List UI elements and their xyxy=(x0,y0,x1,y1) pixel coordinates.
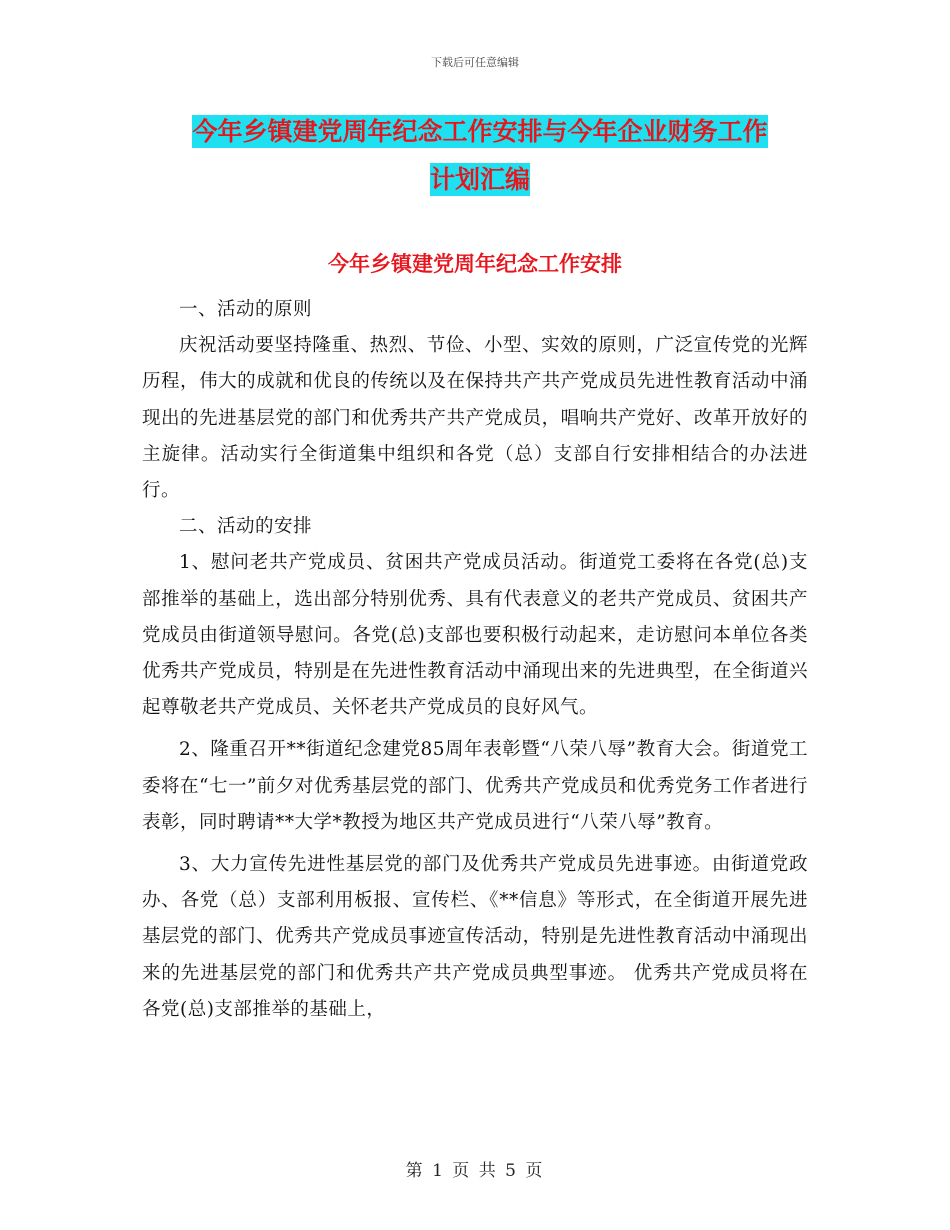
header-note: 下载后可任意编辑 xyxy=(431,56,519,69)
section-title: 今年乡镇建党周年纪念工作安排 xyxy=(328,252,622,276)
paragraph-item-1: 1、慰问老共产党成员、贫困共产党成员活动。街道党工委将在各党(总)支部推举的基础上，选出部分特别优秀、具有代表意义的老共产党成员、贫困共产党成员由街道领导慰问。各党(总)支部也要积极行动起来，走访慰问本单位各类优秀共产党成员，特别是在先进性教育活动中涌现出来的先进典型，在全街道兴起尊敬老共产党成员、关怀老共产党成员的良好风气。 xyxy=(142,552,808,719)
page-footer xyxy=(0,1156,950,1181)
footer-suffix: 页 xyxy=(525,1161,545,1181)
title-line-1: 今年乡镇建党周年纪念工作安排与今年企业财务工作 xyxy=(192,117,768,146)
footer-total-pages: 5 xyxy=(505,1161,518,1181)
paragraph-principles: 庆祝活动要坚持隆重、热烈、节俭、小型、实效的原则，广泛宣传党的光辉历程，伟大的成就和优良的传统以及在保持共产共产党成员先进性教育活动中涌现出的先进基层党的部门和优秀共产共产党成员，唱响共产党好、改革开放好的主旋律。活动实行全街道集中组织和各党（总）支部自行安排相结合的办法进行。 xyxy=(142,335,808,502)
paragraph-item-3: 3、大力宣传先进性基层党的部门及优秀共产党成员先进事迹。由街道党政办、各党（总）支部利用板报、宣传栏、《**信息》等形式，在全街道开展先进基层党的部门、优秀共产党成员事迹宣传活动，特别是先进性教育活动中涌现出来的先进基层党的部门和优秀共产共产党成员典型事迹。 优秀共产党成员将在各党(总)支部推举的基础上， xyxy=(142,854,808,1020)
title-line-2: 计划汇编 xyxy=(429,165,530,194)
paragraph-item-2: 2、隆重召开**街道纪念建党85周年表彰暨“八荣八辱”教育大会。街道党工委将在“七一”前夕对优秀基层党的部门、优秀共产党成员和优秀党务工作者进行表彰，同时聘请**大学*教授为地区共产党成员进行“八荣八辱”教育。 xyxy=(142,739,808,833)
paragraph-heading-arrangement: 二、活动的安排 xyxy=(179,516,313,538)
footer-prefix: 第 xyxy=(405,1161,425,1181)
footer-mid: 页 共 xyxy=(452,1161,498,1181)
paragraph-heading-principles: 一、活动的原则 xyxy=(179,299,313,320)
footer-page-number: 1 xyxy=(432,1161,445,1181)
document-title xyxy=(150,108,810,204)
body-text xyxy=(142,292,808,1028)
